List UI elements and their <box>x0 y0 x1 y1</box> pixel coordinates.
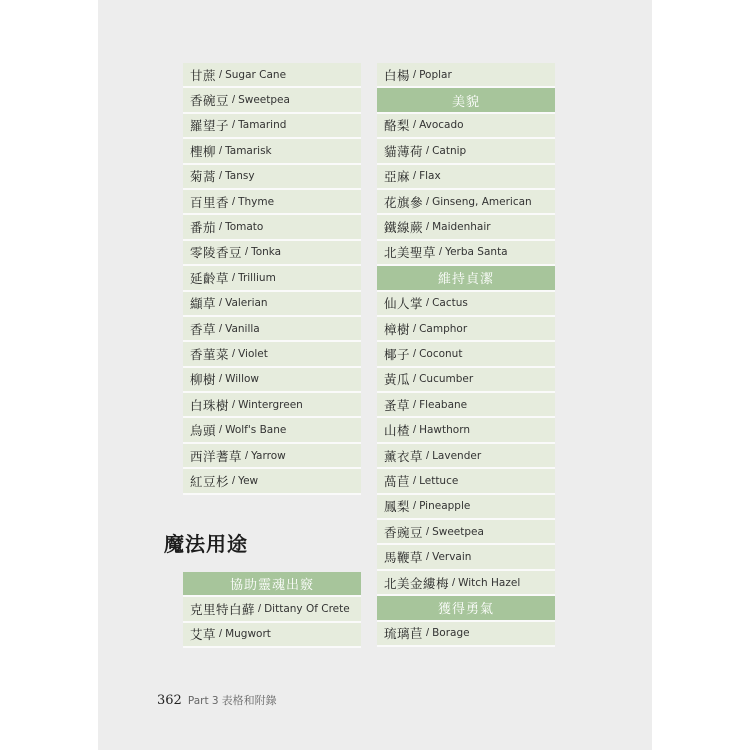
herb-list-right <box>377 63 555 647</box>
herb-english-name: Tamarisk <box>225 144 272 157</box>
herb-english-name: Borage <box>432 627 470 640</box>
magic-uses-list <box>183 572 361 648</box>
herb-chinese-name: 北美金縷梅 <box>384 575 450 591</box>
herb-chinese-name: 馬鞭草 <box>384 550 424 566</box>
herb-row <box>377 139 555 164</box>
part-label: Part 3 <box>187 695 219 707</box>
herb-chinese-name: 紅豆杉 <box>190 473 230 489</box>
page-number: 362 <box>157 693 182 708</box>
herb-english-name: Violet <box>238 347 268 360</box>
name-separator: / <box>426 449 430 462</box>
herb-chinese-name: 艾草 <box>190 627 217 643</box>
herb-english-name: Tansy <box>225 170 255 183</box>
herb-row <box>377 520 555 545</box>
herb-english-name: Yew <box>238 474 259 487</box>
herb-row <box>183 165 361 190</box>
herb-row <box>377 418 555 443</box>
herb-chinese-name: 北美聖草 <box>384 245 437 261</box>
herb-english-name: Dittany Of Crete <box>264 603 350 616</box>
herb-english-name: Vanilla <box>225 322 260 335</box>
herb-english-name: Valerian <box>225 297 268 310</box>
herb-row <box>377 368 555 393</box>
herb-english-name: Wolf's Bane <box>225 424 287 437</box>
herb-english-name: Lavender <box>432 449 482 462</box>
herb-chinese-name: 黃瓜 <box>384 372 411 388</box>
herb-english-name: Thyme <box>238 195 275 208</box>
name-separator: / <box>413 347 417 360</box>
herb-chinese-name: 番茄 <box>190 220 217 236</box>
name-separator: / <box>219 221 223 234</box>
herb-english-name: Tonka <box>251 246 282 259</box>
herb-row <box>183 241 361 266</box>
herb-chinese-name: 香草 <box>190 321 217 337</box>
section-title: 魔法用途 <box>164 532 248 556</box>
herb-chinese-name: 羅望子 <box>190 118 230 134</box>
name-separator: / <box>426 627 430 640</box>
herb-chinese-name: 西洋蓍草 <box>190 448 243 464</box>
herb-row <box>377 545 555 570</box>
page-background <box>98 0 652 750</box>
herb-chinese-name: 柳樹 <box>190 372 217 388</box>
herb-english-name: Poplar <box>419 68 452 81</box>
part-title: 表格和附錄 <box>221 694 277 707</box>
name-separator: / <box>258 603 262 616</box>
herb-chinese-name: 檉柳 <box>190 143 217 159</box>
name-separator: / <box>245 449 249 462</box>
herb-row <box>183 317 361 342</box>
category-header: 美貌 <box>377 88 555 113</box>
herb-row <box>377 241 555 266</box>
name-separator: / <box>426 221 430 234</box>
herb-english-name: Maidenhair <box>432 221 491 234</box>
herb-chinese-name: 香豌豆 <box>384 524 424 540</box>
name-separator: / <box>232 271 236 284</box>
herb-row <box>377 571 555 596</box>
name-separator: / <box>413 68 417 81</box>
name-separator: / <box>413 424 417 437</box>
name-separator: / <box>426 297 430 310</box>
herb-chinese-name: 萵苣 <box>384 473 411 489</box>
herb-english-name: Fleabane <box>419 398 468 411</box>
name-separator: / <box>452 576 456 589</box>
herb-row <box>183 469 361 494</box>
herb-chinese-name: 酪梨 <box>384 118 411 134</box>
name-separator: / <box>413 170 417 183</box>
herb-row <box>377 393 555 418</box>
herb-row <box>377 444 555 469</box>
name-separator: / <box>219 170 223 183</box>
name-separator: / <box>219 373 223 386</box>
name-separator: / <box>232 347 236 360</box>
herb-row <box>377 165 555 190</box>
herb-chinese-name: 白珠樹 <box>190 397 230 413</box>
name-separator: / <box>232 398 236 411</box>
herb-chinese-name: 纈草 <box>190 296 217 312</box>
herb-chinese-name: 鐵線蕨 <box>384 220 424 236</box>
herb-english-name: Sweetpea <box>432 525 484 538</box>
herb-chinese-name: 鳳梨 <box>384 499 411 515</box>
herb-chinese-name: 香碗豆 <box>190 93 230 109</box>
herb-english-name: Sugar Cane <box>225 68 287 81</box>
herb-row <box>377 292 555 317</box>
herb-row <box>377 469 555 494</box>
herb-row <box>183 114 361 139</box>
name-separator: / <box>245 246 249 259</box>
herb-english-name: Cactus <box>432 297 468 310</box>
name-separator: / <box>413 119 417 132</box>
herb-row <box>377 495 555 520</box>
category-header: 協助靈魂出竅 <box>183 572 361 597</box>
name-separator: / <box>232 474 236 487</box>
herb-english-name: Coconut <box>419 347 463 360</box>
herb-english-name: Cucumber <box>419 373 474 386</box>
name-separator: / <box>426 195 430 208</box>
category-header: 獲得勇氣 <box>377 596 555 621</box>
herb-english-name: Pineapple <box>419 500 471 513</box>
herb-chinese-name: 仙人掌 <box>384 296 424 312</box>
name-separator: / <box>232 195 236 208</box>
herb-row <box>183 418 361 443</box>
herb-english-name: Willow <box>225 373 259 386</box>
herb-english-name: Trillium <box>238 271 276 284</box>
herb-chinese-name: 菊蒿 <box>190 169 217 185</box>
herb-row <box>183 342 361 367</box>
herb-chinese-name: 樟樹 <box>384 321 411 337</box>
herb-english-name: Lettuce <box>419 474 459 487</box>
herb-english-name: Sweetpea <box>238 94 290 107</box>
herb-english-name: Wintergreen <box>238 398 303 411</box>
herb-english-name: Yarrow <box>251 449 286 462</box>
name-separator: / <box>426 144 430 157</box>
herb-row <box>377 342 555 367</box>
name-separator: / <box>426 551 430 564</box>
category-header: 維持貞潔 <box>377 266 555 291</box>
herb-chinese-name: 薰衣草 <box>384 448 424 464</box>
herb-chinese-name: 亞麻 <box>384 169 411 185</box>
name-separator: / <box>219 297 223 310</box>
herb-row <box>377 190 555 215</box>
herb-english-name: Ginseng, American <box>432 195 532 208</box>
herb-chinese-name: 香菫菜 <box>190 346 230 362</box>
herb-row <box>183 368 361 393</box>
name-separator: / <box>413 322 417 335</box>
herb-row <box>183 266 361 291</box>
page-footer <box>157 692 277 708</box>
name-separator: / <box>413 373 417 386</box>
herb-english-name: Tamarind <box>238 119 287 132</box>
herb-chinese-name: 零陵香豆 <box>190 245 243 261</box>
herb-chinese-name: 克里特白蘚 <box>190 602 256 618</box>
name-separator: / <box>219 68 223 81</box>
herb-row <box>377 215 555 240</box>
name-separator: / <box>219 322 223 335</box>
herb-chinese-name: 甘蔗 <box>190 67 217 83</box>
herb-row <box>183 444 361 469</box>
name-separator: / <box>232 119 236 132</box>
herb-english-name: Tomato <box>225 221 264 234</box>
name-separator: / <box>232 94 236 107</box>
herb-row <box>183 597 361 622</box>
herb-row <box>377 114 555 139</box>
herb-chinese-name: 百里香 <box>190 194 230 210</box>
herb-chinese-name: 貓薄荷 <box>384 143 424 159</box>
name-separator: / <box>413 474 417 487</box>
herb-english-name: Vervain <box>432 551 472 564</box>
herb-english-name: Witch Hazel <box>458 576 521 589</box>
name-separator: / <box>219 628 223 641</box>
herb-english-name: Flax <box>419 170 441 183</box>
herb-row <box>377 622 555 647</box>
herb-english-name: Camphor <box>419 322 468 335</box>
name-separator: / <box>219 144 223 157</box>
name-separator: / <box>426 525 430 538</box>
herb-chinese-name: 山楂 <box>384 423 411 439</box>
herb-chinese-name: 蚤草 <box>384 397 411 413</box>
herb-row <box>377 317 555 342</box>
herb-chinese-name: 椰子 <box>384 346 411 362</box>
herb-chinese-name: 花旗參 <box>384 194 424 210</box>
herb-chinese-name: 延齡草 <box>190 270 230 286</box>
herb-row <box>183 393 361 418</box>
herb-list-left <box>183 63 361 495</box>
herb-english-name: Yerba Santa <box>445 246 508 259</box>
name-separator: / <box>219 424 223 437</box>
herb-row <box>377 63 555 88</box>
herb-row <box>183 139 361 164</box>
herb-chinese-name: 琉璃苣 <box>384 626 424 642</box>
name-separator: / <box>413 500 417 513</box>
herb-row <box>183 63 361 88</box>
herb-chinese-name: 白楊 <box>384 67 411 83</box>
name-separator: / <box>413 398 417 411</box>
herb-row <box>183 292 361 317</box>
herb-row <box>183 190 361 215</box>
herb-english-name: Avocado <box>419 119 464 132</box>
name-separator: / <box>439 246 443 259</box>
herb-row <box>183 88 361 113</box>
herb-english-name: Hawthorn <box>419 424 470 437</box>
herb-english-name: Mugwort <box>225 628 271 641</box>
herb-row <box>183 623 361 648</box>
herb-english-name: Catnip <box>432 144 467 157</box>
herb-row <box>183 215 361 240</box>
herb-chinese-name: 烏頭 <box>190 423 217 439</box>
